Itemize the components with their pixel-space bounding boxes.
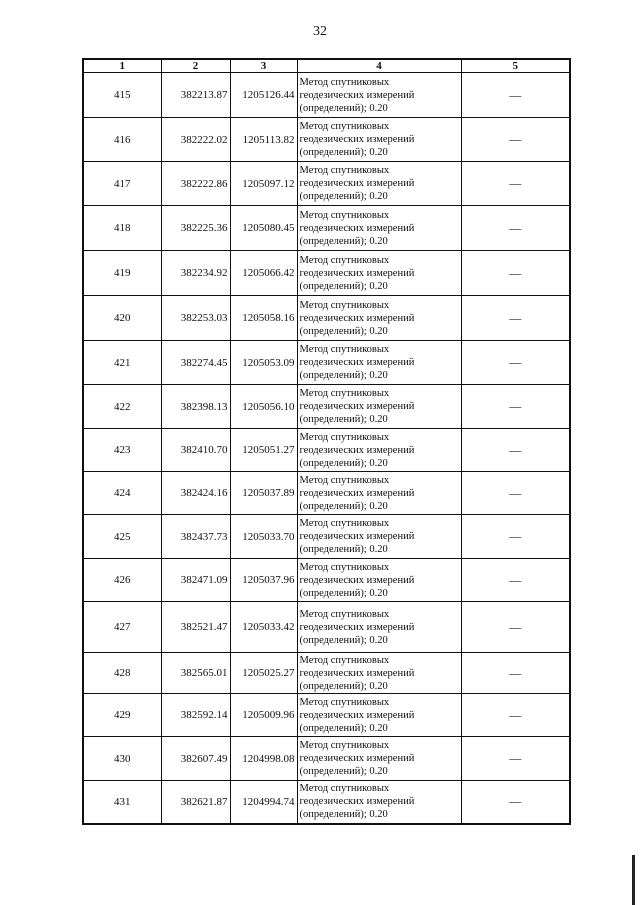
note-cell: —	[461, 73, 570, 118]
table-row	[83, 559, 570, 602]
coordinate-x-cell: 382253.03	[161, 296, 230, 341]
note-cell: —	[461, 737, 570, 781]
method-cell	[297, 602, 461, 653]
method-line: геодезических измерений	[299, 444, 415, 456]
table-row	[83, 206, 570, 251]
method-line: (определений); 0.20	[299, 500, 388, 512]
method-line: (определений); 0.20	[299, 147, 388, 158]
table-row	[83, 251, 570, 296]
note-cell: —	[461, 162, 570, 206]
method-line: геодезических измерений	[299, 222, 415, 234]
method-cell	[297, 737, 461, 781]
method-line: (определений); 0.20	[299, 457, 388, 469]
point-number-cell: 429	[83, 694, 161, 737]
coordinate-x-cell: 382398.13	[161, 385, 230, 429]
point-number-cell: 431	[83, 781, 161, 824]
method-line: (определений); 0.20	[299, 634, 388, 646]
method-cell	[297, 341, 461, 385]
note-cell: —	[461, 385, 570, 429]
coordinate-y-cell: 1204994.74	[230, 781, 297, 824]
method-line: (определений); 0.20	[299, 680, 388, 692]
coordinate-y-cell: 1205056.10	[230, 385, 297, 429]
method-line: геодезических измерений	[299, 89, 415, 101]
method-line: Метод спутниковых	[299, 561, 390, 573]
method-line: (определений); 0.20	[299, 587, 388, 599]
method-cell	[297, 206, 461, 251]
method-line: (определений); 0.20	[299, 414, 388, 425]
method-line: Метод спутниковых	[299, 299, 390, 311]
method-line: геодезических измерений	[299, 267, 415, 279]
point-number-cell: 417	[83, 162, 161, 206]
method-line: геодезических измерений	[299, 357, 415, 368]
coordinate-y-cell: 1205025.27	[230, 653, 297, 694]
point-number-cell: 430	[83, 737, 161, 781]
method-line: геодезических измерений	[299, 621, 415, 633]
table-body	[83, 73, 570, 824]
method-line: Метод спутниковых	[299, 783, 390, 795]
method-cell	[297, 118, 461, 162]
method-line: (определений); 0.20	[299, 280, 388, 292]
method-cell	[297, 472, 461, 515]
method-cell	[297, 73, 461, 118]
table-row	[83, 118, 570, 162]
header-col-1: 1	[83, 59, 161, 73]
coordinate-y-cell: 1205080.45	[230, 206, 297, 251]
method-line: геодезических измерений	[299, 312, 415, 324]
method-line: (определений); 0.20	[299, 370, 388, 381]
coordinate-y-cell: 1205126.44	[230, 73, 297, 118]
coordinate-x-cell: 382521.47	[161, 602, 230, 653]
method-line: Метод спутниковых	[299, 254, 390, 266]
point-number-cell: 424	[83, 472, 161, 515]
coordinate-x-cell: 382471.09	[161, 559, 230, 602]
coordinate-y-cell: 1205033.42	[230, 602, 297, 653]
coordinate-y-cell: 1205066.42	[230, 251, 297, 296]
table-row	[83, 385, 570, 429]
method-cell	[297, 781, 461, 824]
method-line: геодезических измерений	[299, 134, 415, 145]
table-row	[83, 602, 570, 653]
method-line: (определений); 0.20	[299, 544, 388, 555]
note-cell: —	[461, 515, 570, 559]
point-number-cell: 420	[83, 296, 161, 341]
note-cell: —	[461, 118, 570, 162]
note-cell: —	[461, 341, 570, 385]
header-col-4: 4	[297, 59, 461, 73]
method-line: геодезических измерений	[299, 401, 415, 412]
table-header-row	[83, 59, 570, 73]
coordinate-x-cell: 382410.70	[161, 429, 230, 472]
coordinate-y-cell: 1205097.12	[230, 162, 297, 206]
coordinate-x-cell: 382234.92	[161, 251, 230, 296]
header-col-3: 3	[230, 59, 297, 73]
method-line: Метод спутниковых	[299, 344, 390, 355]
method-cell	[297, 296, 461, 341]
coordinates-table	[82, 58, 571, 825]
method-line: Метод спутниковых	[299, 696, 390, 708]
table-row	[83, 73, 570, 118]
note-cell: —	[461, 429, 570, 472]
coordinate-x-cell: 382274.45	[161, 341, 230, 385]
method-line: геодезических измерений	[299, 796, 415, 808]
coordinate-x-cell: 382424.16	[161, 472, 230, 515]
point-number-cell: 419	[83, 251, 161, 296]
method-line: геодезических измерений	[299, 531, 415, 542]
method-line: (определений); 0.20	[299, 325, 388, 337]
point-number-cell: 415	[83, 73, 161, 118]
method-line: Метод спутниковых	[299, 740, 390, 751]
point-number-cell: 422	[83, 385, 161, 429]
coordinate-y-cell: 1205053.09	[230, 341, 297, 385]
header-col-2: 2	[161, 59, 230, 73]
method-line: (определений); 0.20	[299, 191, 388, 202]
page-number: 32	[313, 24, 327, 39]
table-row	[83, 653, 570, 694]
method-line: Метод спутниковых	[299, 76, 390, 88]
method-line: геодезических измерений	[299, 709, 415, 721]
method-line: геодезических измерений	[299, 487, 415, 499]
method-cell	[297, 429, 461, 472]
point-number-cell: 423	[83, 429, 161, 472]
method-cell	[297, 162, 461, 206]
coordinate-y-cell: 1205051.27	[230, 429, 297, 472]
table-row	[83, 296, 570, 341]
method-line: геодезических измерений	[299, 574, 415, 586]
coordinate-y-cell: 1205033.70	[230, 515, 297, 559]
method-line: Метод спутниковых	[299, 165, 390, 176]
note-cell: —	[461, 296, 570, 341]
note-cell: —	[461, 653, 570, 694]
point-number-cell: 418	[83, 206, 161, 251]
table-row	[83, 162, 570, 206]
coordinate-x-cell: 382607.49	[161, 737, 230, 781]
coordinate-x-cell: 382565.01	[161, 653, 230, 694]
note-cell: —	[461, 206, 570, 251]
note-cell: —	[461, 781, 570, 824]
method-cell	[297, 559, 461, 602]
method-line: Метод спутниковых	[299, 431, 390, 443]
table-row	[83, 694, 570, 737]
coordinate-x-cell: 382225.36	[161, 206, 230, 251]
method-line: геодезических измерений	[299, 178, 415, 189]
table-row	[83, 472, 570, 515]
point-number-cell: 427	[83, 602, 161, 653]
coordinate-y-cell: 1205037.96	[230, 559, 297, 602]
coordinate-x-cell: 382222.86	[161, 162, 230, 206]
point-number-cell: 428	[83, 653, 161, 694]
coordinate-x-cell: 382592.14	[161, 694, 230, 737]
coordinate-y-cell: 1205113.82	[230, 118, 297, 162]
method-line: Метод спутниковых	[299, 518, 390, 529]
method-line: Метод спутниковых	[299, 209, 390, 221]
method-line: (определений); 0.20	[299, 102, 388, 114]
note-cell: —	[461, 559, 570, 602]
method-cell	[297, 515, 461, 559]
table-row	[83, 341, 570, 385]
table-row	[83, 781, 570, 824]
coordinate-x-cell: 382437.73	[161, 515, 230, 559]
method-line: Метод спутниковых	[299, 474, 390, 486]
table-row	[83, 429, 570, 472]
point-number-cell: 425	[83, 515, 161, 559]
point-number-cell: 426	[83, 559, 161, 602]
note-cell: —	[461, 472, 570, 515]
method-line: (определений); 0.20	[299, 235, 388, 247]
method-line: Метод спутниковых	[299, 121, 390, 132]
method-cell	[297, 385, 461, 429]
point-number-cell: 416	[83, 118, 161, 162]
method-line: Метод спутниковых	[299, 654, 390, 666]
table-row	[83, 737, 570, 781]
method-cell	[297, 653, 461, 694]
scan-edge-line	[632, 855, 635, 905]
note-cell: —	[461, 602, 570, 653]
method-cell	[297, 694, 461, 737]
method-line: Метод спутниковых	[299, 608, 390, 620]
method-line: геодезических измерений	[299, 667, 415, 679]
header-col-5: 5	[461, 59, 570, 73]
method-line: Метод спутниковых	[299, 388, 390, 399]
note-cell: —	[461, 694, 570, 737]
method-cell	[297, 251, 461, 296]
method-line: (определений); 0.20	[299, 722, 388, 734]
point-number-cell: 421	[83, 341, 161, 385]
coordinate-x-cell: 382621.87	[161, 781, 230, 824]
table-row	[83, 515, 570, 559]
method-line: (определений); 0.20	[299, 766, 388, 777]
method-line: геодезических измерений	[299, 753, 415, 764]
method-line: (определений); 0.20	[299, 809, 388, 821]
coordinate-y-cell: 1205037.89	[230, 472, 297, 515]
coordinate-y-cell: 1205009.96	[230, 694, 297, 737]
coordinate-y-cell: 1205058.16	[230, 296, 297, 341]
coordinate-y-cell: 1204998.08	[230, 737, 297, 781]
note-cell: —	[461, 251, 570, 296]
coordinate-x-cell: 382213.87	[161, 73, 230, 118]
coordinate-x-cell: 382222.02	[161, 118, 230, 162]
